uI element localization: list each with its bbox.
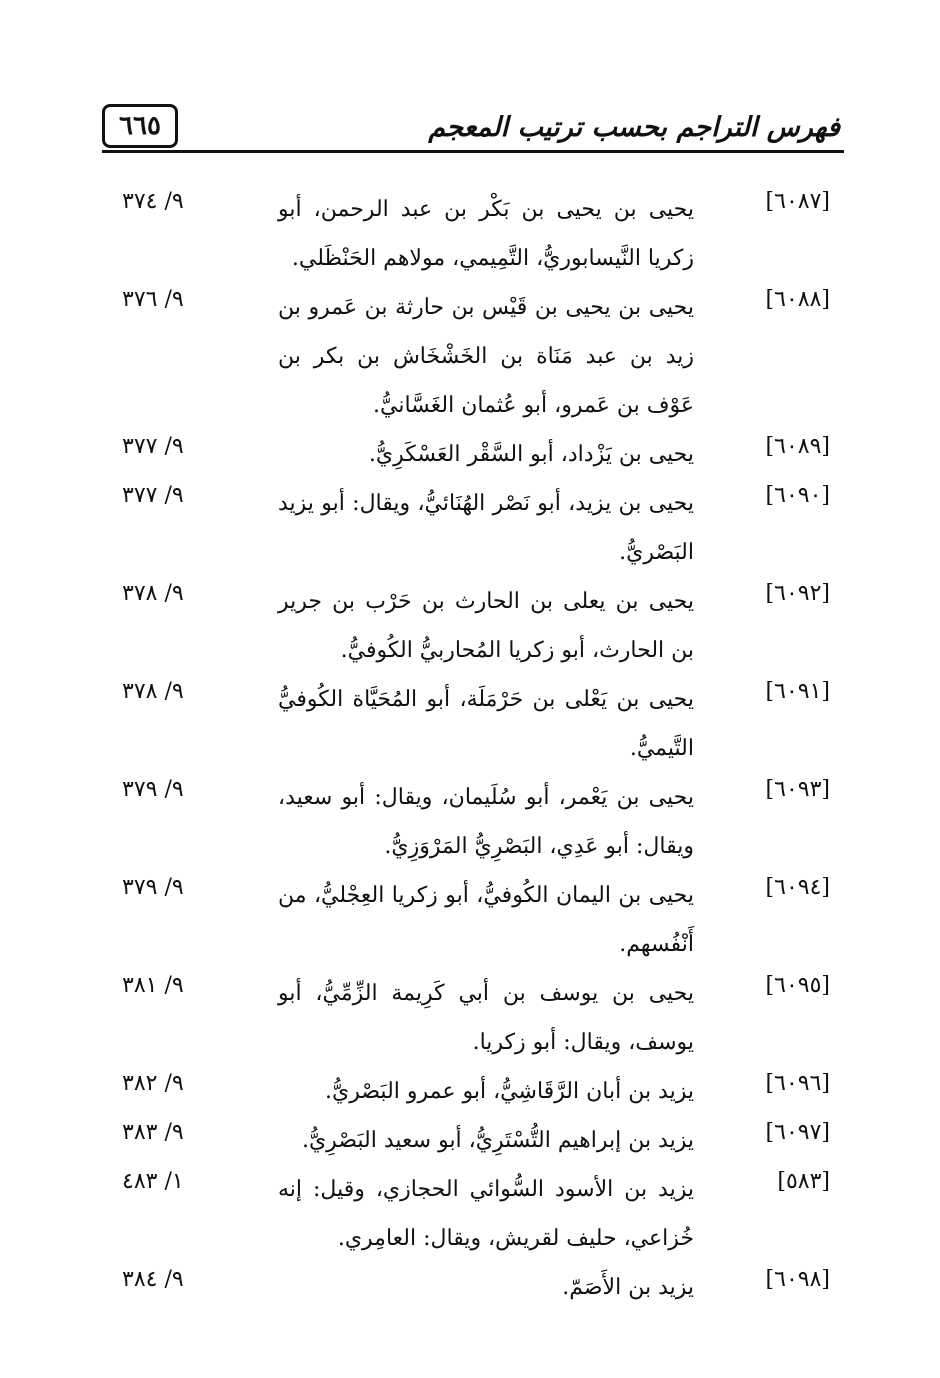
entry-number: [٦٠٨٩] xyxy=(765,434,830,459)
entry-number: [٦٠٩٨] xyxy=(765,1267,830,1292)
index-entry xyxy=(0,675,940,773)
entry-reference: ٩/ ٣٧٦ xyxy=(122,287,184,312)
page-header xyxy=(0,0,940,160)
entry-number: [٦٠٨٧] xyxy=(765,189,830,214)
entry-text: يحيى بن يوسف بن أبي كَرِيمة الزِّمِّيُّ، أبو يوسف، ويقال: أبو زكريا. xyxy=(278,981,694,1055)
index-entry xyxy=(0,430,940,479)
entry-text: يحيى بن يعلى بن الحارث بن حَرْب بن جرير بن الحارث، أبو زكريا المُحاربيُّ الكُوفيُّ. xyxy=(278,589,694,663)
entry-reference: ٩/ ٣٨٤ xyxy=(122,1267,184,1292)
entry-number: [٦٠٩٤] xyxy=(765,875,830,900)
header-rule xyxy=(102,150,844,153)
entry-number: [٦٠٩١] xyxy=(765,679,830,704)
entry-reference: ٩/ ٣٧٨ xyxy=(122,581,184,606)
page-number: ٦٦٥ xyxy=(119,111,161,141)
entry-text: يزيد بن إبراهيم التُّسْتَرِيُّ، أبو سعيد البَصْرِيُّ. xyxy=(301,1128,694,1153)
entry-number: [٦٠٨٨] xyxy=(765,287,830,312)
entry-number: [٦٠٩٠] xyxy=(765,483,830,508)
index-entry xyxy=(0,1263,940,1312)
page-number-box xyxy=(102,104,178,148)
entry-text: يزيد بن الأَصَمّ. xyxy=(562,1275,694,1300)
entry-text: يحيى بن يَعْلى بن حَرْمَلَة، أبو المُحَيَّاة الكُوفيُّ التَّيميُّ. xyxy=(278,687,694,761)
entry-reference: ٩/ ٣٨١ xyxy=(122,973,184,998)
running-title: فهرس التراجم بحسب ترتيب المعجم xyxy=(428,112,840,143)
index-entry xyxy=(0,871,940,969)
entry-text: يحيى بن يزيد، أبو نَصْر الهُنَائيُّ، ويقال: أبو يزيد البَصْريُّ. xyxy=(278,491,694,565)
entry-number: [٦٠٩٣] xyxy=(765,777,830,802)
entry-text: يحيى بن يَزْداد، أبو السَّقْر العَسْكَرِيُّ. xyxy=(368,442,694,467)
entry-number: [٦٠٩٧] xyxy=(765,1120,830,1145)
entry-reference: ٩/ ٣٨٣ xyxy=(122,1120,184,1145)
entry-reference: ٩/ ٣٧٤ xyxy=(122,189,184,214)
index-entry xyxy=(0,479,940,577)
index-entry xyxy=(0,185,940,283)
entry-text: يحيى بن يَعْمر، أبو سُلَيمان، ويقال: أبو سعيد، ويقال: أبو عَدِي، البَصْرِيُّ المَرْوَزِيُّ. xyxy=(278,785,694,859)
entry-text: يحيى بن اليمان الكُوفيُّ، أبو زكريا العِجْليُّ، من أَنْفُسهم. xyxy=(278,883,694,957)
entry-number: [٦٠٩٦] xyxy=(765,1071,830,1096)
entry-reference: ٩/ ٣٧٩ xyxy=(122,875,184,900)
entry-number: [٦٠٩٢] xyxy=(765,581,830,606)
entry-text: يزيد بن أبان الرَّقَاشِيُّ، أبو عمرو البَصْريُّ. xyxy=(325,1079,694,1104)
entry-reference: ٩/ ٣٧٧ xyxy=(122,434,184,459)
index-entry xyxy=(0,969,940,1067)
index-entry xyxy=(0,1116,940,1165)
entry-number: [٥٨٣] xyxy=(777,1169,830,1194)
entry-reference: ٩/ ٣٧٧ xyxy=(122,483,184,508)
entry-reference: ٩/ ٣٨٢ xyxy=(122,1071,184,1096)
entry-text: يحيى بن يحيى بن قَيْس بن حارثة بن عَمرو بن زيد بن عبد مَنَاة بن الخَشْخَاش بن بكر بن عَوْف بن عَمرو، أبو عُثمان الغَسَّانيُّ. xyxy=(278,295,694,418)
index-entry xyxy=(0,773,940,871)
entry-reference: ٩/ ٣٧٨ xyxy=(122,679,184,704)
entry-reference: ٩/ ٣٧٩ xyxy=(122,777,184,802)
entry-text: يحيى بن يحيى بن بَكْر بن عبد الرحمن، أبو زكريا النَّيسابوريُّ، التَّمِيمي، مولاهم الحَنْظَلي. xyxy=(278,197,694,271)
index-entry xyxy=(0,283,940,430)
index-entries xyxy=(0,185,940,1312)
index-entry xyxy=(0,577,940,675)
entry-reference: ١/ ٤٨٣ xyxy=(122,1169,184,1194)
entry-number: [٦٠٩٥] xyxy=(765,973,830,998)
entry-text: يزيد بن الأسود السُّوائي الحجازي، وقيل: إنه خُزاعي، حليف لقريش، ويقال: العامِري. xyxy=(278,1177,694,1251)
index-entry xyxy=(0,1067,940,1116)
index-entry xyxy=(0,1165,940,1263)
